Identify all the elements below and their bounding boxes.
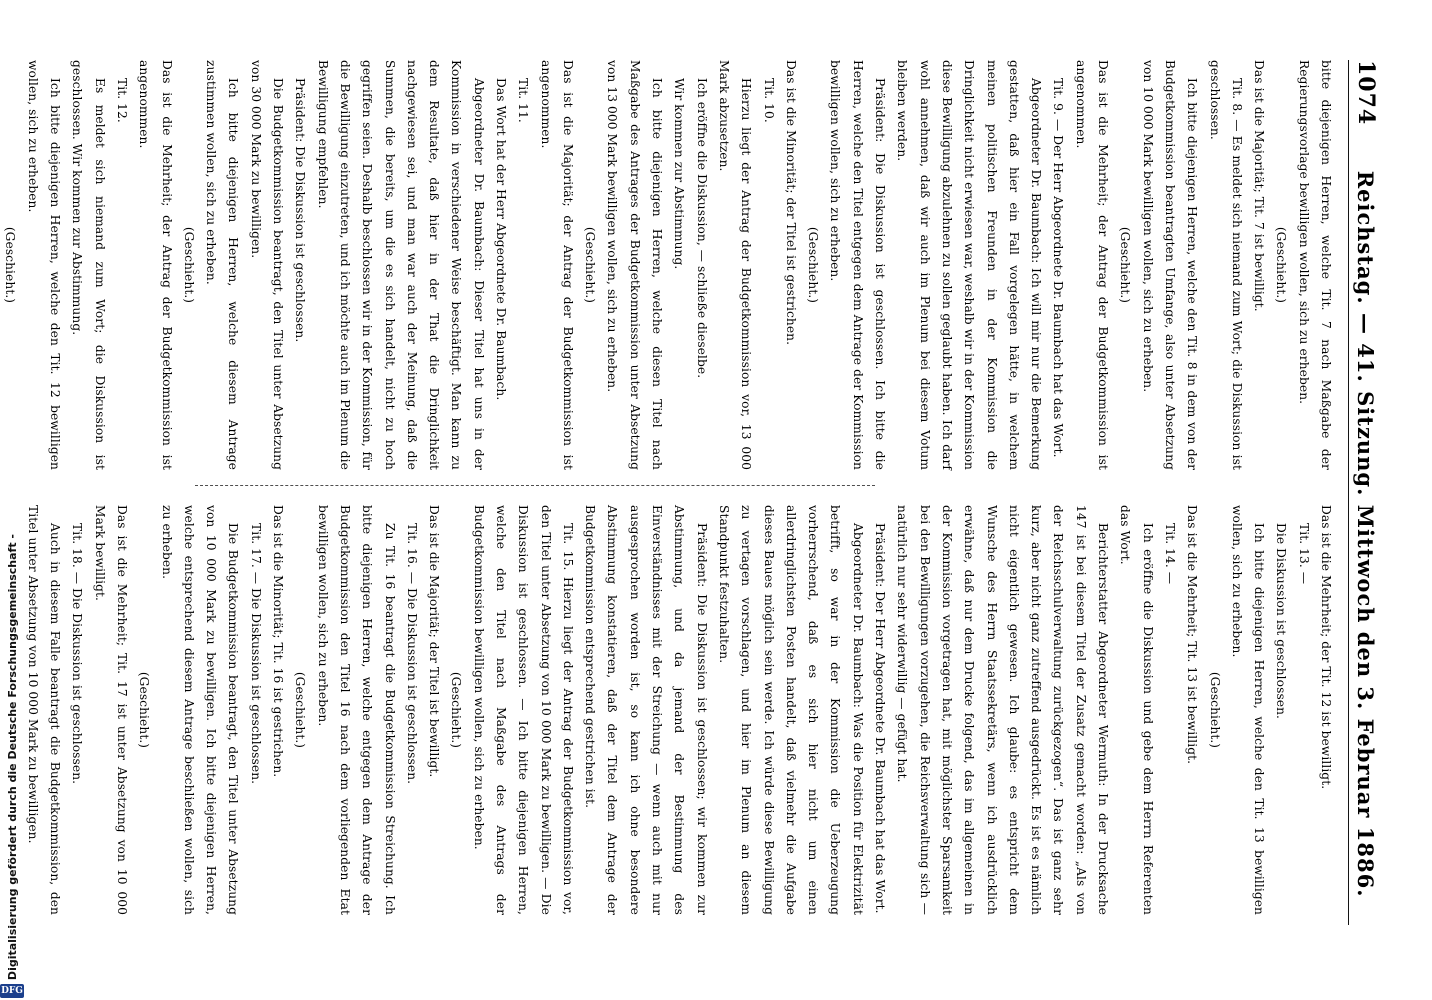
protocol-paragraph: Es meldet sich niemand zum Wort; die Diskussion ist geschlossen. Wir kommen zur Abstimmung.	[70, 60, 107, 470]
protocol-paragraph: Die Budgetkommission beantragt, den Titel unter Absetzung von 30 000 Mark zu bewilligen.	[248, 60, 286, 470]
protocol-paragraph: Tit. 10.	[761, 78, 776, 123]
protocol-paragraph: Tit. 17. — Die Diskussion ist geschlossen.	[248, 523, 263, 785]
stage-direction: (Geschieht.)	[806, 226, 821, 304]
protocol-paragraph: Zu Tit. 16 beantragt die Budgetkommission Streichung. Ich bitte diejenigen Herren, welche entgegen dem Antrage der Budgetkommission den Titel 16 nach dem vorliegenden Etat bewilligen wollen, sich zu erheben.	[315, 505, 397, 915]
protocol-paragraph: Auch in diesem Falle beantragt die Budgetkommission, den Titel unter Absetzung von 10 000 Mark zu bewilligen.	[25, 505, 63, 915]
protocol-paragraph: Abgeordneter Dr. Baumbach: Was die Position für Elektrizität betrifft, so war in der Kommission die Ueberzeugung vorherrschend, daß es sich hier nicht um einen allerdringlichsten Posten handelt, daß vielmehr die Aufgabe dieses Baues möglich sein werde. Ich würde diese Bewilligung zu vertagen vorschlagen, und hier im Plenum an diesem Standpunkt festzuhalten.	[716, 505, 865, 915]
protocol-paragraph: Das ist die Majorität; Tit. 7 ist bewilligt.	[1252, 60, 1267, 312]
protocol-paragraph: Tit. 9. — Der Herr Abgeordnete Dr. Baumbach hat das Wort.	[1051, 78, 1066, 458]
protocol-paragraph: Abgeordneter Dr. Baumbach: Dieser Titel hat uns in der Kommission in verschiedener Weise beschäftigt. Man kann zu dem Resultate, daß hier in der That die Dringlichkeit nachgewiesen sei, und man war auch der Meinung, daß die Summen, die bereits, um die es sich handelt, nicht zu hoch gegriffen seien. Deshalb beschlossen wir in der Kommission, für die Bewilligung einzutreten, und ich möchte auch im Plenum die Bewilligung empfehlen.	[315, 60, 486, 470]
protocol-paragraph: Das ist die Minorität; Tit. 16 ist gestrichen.	[271, 505, 286, 778]
stage-direction: (Geschieht.)	[1274, 226, 1289, 304]
stage-direction: (Geschieht.)	[1118, 226, 1133, 304]
stage-direction: (Geschieht.)	[3, 226, 18, 304]
protocol-paragraph: Tit. 16. — Die Diskussion ist geschlossen.	[404, 523, 419, 785]
protocol-paragraph: Tit. 12.	[114, 78, 129, 123]
protocol-paragraph: Präsident: Der Herr Abgeordnete Dr. Baumbach hat das Wort.	[873, 523, 888, 914]
protocol-paragraph: Das ist die Mehrheit; der Antrag der Budgetkommission ist angenommen.	[137, 60, 174, 470]
page-header-title: Reichstag. — 41. Sitzung. Mittwoch den 3. Februar 1886.	[1353, 170, 1379, 898]
left-text-column	[0, 60, 1337, 470]
protocol-paragraph: Abgeordneter Dr. Baumbach: Ich will mir nur die Bemerkung gestatten, daß hier ein Fall vorgelegen hätte, in welchem meinen politischen Freunden in der Kommission die Dringlichkeit nicht erwiesen war, weshalb wir in der Kommission diese Bewilligung abzulehnen zu sollen geglaubt haben. Ich darf wohl annehmen, daß wir auch im Plenum bei diesem Votum bleiben werden.	[895, 60, 1044, 470]
protocol-paragraph: Die Diskussion ist geschlossen.	[1274, 523, 1289, 720]
protocol-paragraph: Tit. 8. — Es meldet sich niemand zum Wort; die Diskussion ist geschlossen.	[1207, 60, 1244, 470]
running-head	[1348, 60, 1383, 925]
protocol-paragraph: Tit. 15. Hierzu liegt der Antrag der Budgetkommission vor, den Titel unter Absetzung von 10 000 Mark zu bewilligen. — Die Diskussion ist geschlossen. — Ich bitte diejenigen Herren, welche den Titel nach Maßgabe des Antrags der Budgetkommission bewilligen wollen, sich zu erheben.	[471, 505, 575, 915]
protocol-paragraph: Wir kommen zur Abstimmung.	[672, 78, 687, 270]
protocol-paragraph: Ich eröffne die Diskussion und gebe dem Herrn Referenten das Wort.	[1118, 505, 1155, 915]
stage-direction: (Geschieht.)	[293, 671, 308, 749]
protocol-paragraph: Das ist die Majorität; der Titel ist bewilligt.	[427, 505, 442, 778]
protocol-paragraph: Tit. 18. — Die Diskussion ist geschlossen.	[70, 523, 85, 785]
stage-direction: (Geschieht.)	[1207, 671, 1222, 749]
stage-direction: (Geschieht.)	[583, 226, 598, 304]
stage-direction: (Geschieht.)	[137, 671, 152, 749]
protocol-paragraph: Ich bitte diejenigen Herren, welche diesen Titel nach Maßgabe des Antrages der Budgetkommission unter Absetzung von 13 000 Mark bewilligen wollen, sich zu erheben.	[605, 60, 665, 470]
protocol-paragraph: Tit. 13. —	[1296, 523, 1311, 585]
protocol-paragraph: Die Budgetkommission beantragt, den Titel unter Absetzung von 10 000 Mark zu bewilligen. Ich bitte diejenigen Herren, welche entsprechend diesem Antrage beschließen wollen, sich zu erheben.	[159, 505, 241, 915]
protocol-paragraph: Ich bitte diejenigen Herren, welche diesem Antrage zustimmen wollen, sich zu erheben.	[204, 60, 241, 470]
protocol-paragraph: Ich bitte diejenigen Herren, welche den Tit. 13 bewilligen wollen, sich zu erheben.	[1229, 505, 1267, 915]
protocol-paragraph: Das ist die Mehrheit; Tit. 13 ist bewilligt.	[1185, 505, 1200, 765]
protocol-paragraph: Präsident: Die Diskussion ist geschlossen. Ich bitte die Herren, welche den Titel entgegen dem Antrage der Kommission bewilligen wollen, sich zu erheben.	[828, 60, 888, 470]
protocol-paragraph: Hierzu liegt der Antrag der Budgetkommission vor, 13 000 Mark abzusetzen.	[716, 60, 754, 470]
protocol-paragraph: Präsident: Die Diskussion ist geschlossen.	[293, 78, 308, 343]
protocol-paragraph: Das ist die Mehrheit; der Antrag der Budgetkommission ist angenommen.	[1073, 60, 1111, 470]
protocol-paragraph: Ich bitte diejenigen Herren, welche den Tit. 12 bewilligen wollen, sich zu erheben.	[25, 60, 63, 470]
protocol-paragraph: Tit. 14. —	[1162, 523, 1177, 585]
protocol-paragraph: Das ist die Minorität; der Titel ist gestrichen.	[783, 60, 798, 346]
protocol-paragraph: Das ist die Mehrheit; Tit. 17 ist unter Absetzung von 10 000 Mark bewilligt.	[92, 505, 129, 915]
page-number: 1074	[1353, 60, 1379, 126]
stage-direction: (Geschieht.)	[181, 226, 196, 304]
protocol-paragraph: Berichterstatter Abgeordneter Wermuth: In der Drucksache 147 ist bei diesem Titel der Zusatz gemacht worden: „Als von der Reichsschulverwaltung zurückgezogen“. Das ist ganz sehr kurz, aber nicht ganz zutreffend ausgedrückt. Es ist es nämlich nicht eigentlich gewesen. Ich glaube: es entspricht dem Wunsche des Herrn Staatssekretärs, wenn ich ausdrücklich erwähne, daß nur dem Drucke folgend, das im allgemeinen in der Kommission vorgetragen hat, mit möglichster Sparsamkeit bei den Bewilligungen vorzugehen, die Reichsverwaltung sich — natürlich nur sehr widerwillig — gefügt hat.	[895, 505, 1111, 915]
protocol-paragraph: Präsident: Die Diskussion ist geschlossen; wir kommen zur Abstimmung, und da jemand der Bestimmung des Einverständnisses mit der Streichung — wenn auch mit nur ausgesprochen worden ist, so kann ich ohne besondere Abstimmung konstatieren, daß der Titel dem Antrage der Budgetkommission entsprechend gestrichen ist.	[583, 505, 709, 915]
protocol-paragraph: Das ist die Mehrheit; der Tit. 12 ist bewilligt.	[1319, 505, 1333, 790]
protocol-paragraph: Ich eröffne die Diskussion, — schließe dieselbe.	[694, 78, 709, 379]
protocol-paragraph: Tit. 11.	[516, 78, 531, 123]
protocol-paragraph: bitte diejenigen Herren, welche Tit. 7 nach Maßgabe der Regierungsvorlage bewilligen wollen, sich zu erheben.	[1296, 60, 1333, 470]
column-divider	[195, 485, 875, 486]
footer-credit: Digitalisierung gefördert durch die Deutsche Forschungsgemeinschaft -	[5, 533, 19, 980]
stage-direction: (Geschieht.)	[449, 671, 464, 749]
right-text-column	[21, 505, 1337, 915]
dfg-logo: DFG	[1, 986, 23, 996]
protocol-paragraph: Ich bitte diejenigen Herren, welche den Tit. 8 in dem von der Budgetkommission beantragten Umfange, also unter Absetzung von 10 000 Mark bewilligen wollen, sich zu erheben.	[1140, 60, 1200, 470]
protocol-paragraph: Das ist die Majorität; der Antrag der Budgetkommission ist angenommen.	[538, 60, 575, 470]
protocol-paragraph: Das Wort hat der Herr Abgeordnete Dr. Baumbach.	[494, 78, 509, 401]
digitization-footer	[3, 8, 21, 998]
